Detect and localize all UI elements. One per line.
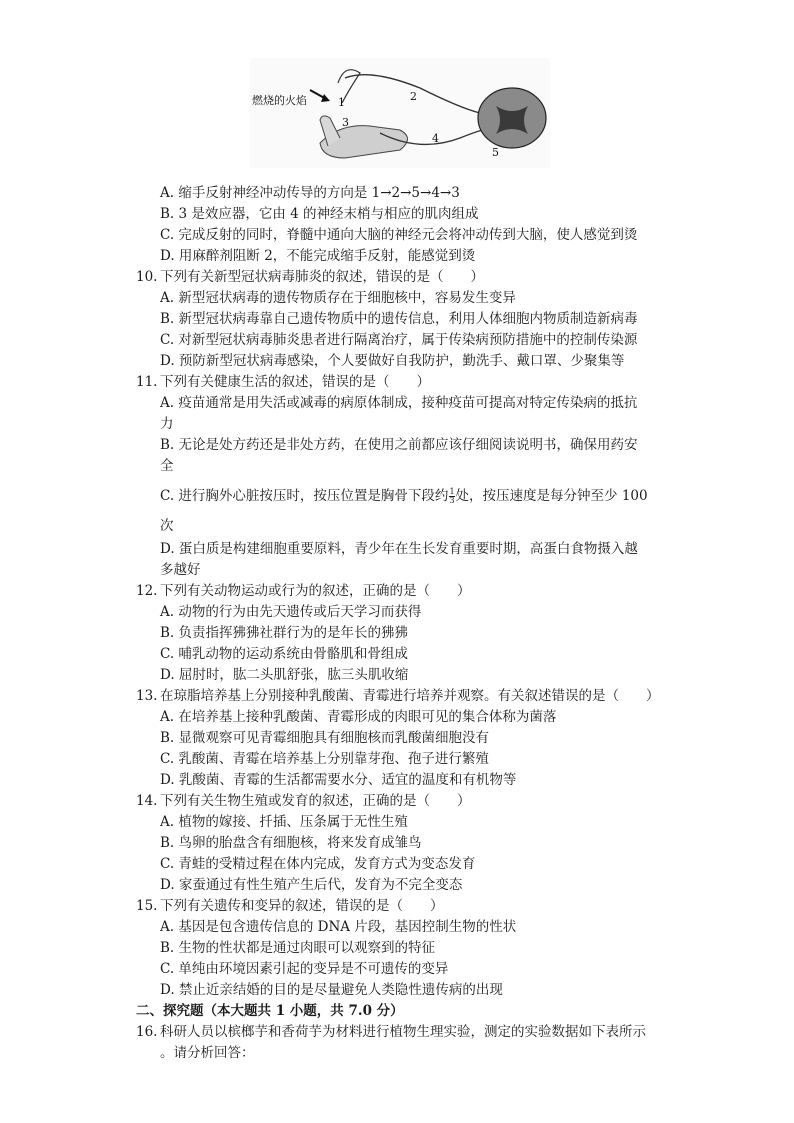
q10-option-a: A. 新型冠状病毒的遗传物质存在于细胞核中，容易发生变异	[160, 290, 516, 306]
q12-option-c: C. 哺乳动物的运动系统由骨骼肌和骨组成	[160, 646, 408, 662]
q10-stem: 下列有关新型冠状病毒肺炎的叙述，错误的是（ ）	[160, 269, 484, 285]
q11-option-a-line2: 力	[160, 416, 174, 432]
figure-label-5: 5	[492, 146, 499, 159]
q14-option-c: C. 青蛙的受精过程在体内完成，发育方式为变态发育	[160, 856, 476, 872]
q11-number: 11.	[136, 374, 158, 390]
q11-stem: 下列有关健康生活的叙述，错误的是（ ）	[160, 374, 430, 390]
q16-line2: 。请分析回答：	[160, 1045, 255, 1061]
q12-stem: 下列有关动物运动或行为的叙述，正确的是（ ）	[160, 583, 471, 599]
figure-label-3: 3	[342, 116, 349, 129]
q14-option-a: A. 植物的嫁接、扦插、压条属于无性生殖	[160, 814, 408, 830]
figure-label-2: 2	[410, 90, 417, 103]
q9-option-a: A. 缩手反射神经冲动传导的方向是 1→2→5→4→3	[160, 185, 460, 201]
q11-option-a-line1: A. 疫苗通常是用失活或减毒的病原体制成，接种疫苗可提高对特定传染病的抵抗	[160, 395, 638, 411]
q11-option-c-text-a: C. 进行胸外心脏按压时，按压位置是胸骨下段约	[160, 488, 449, 504]
q10-option-b: B. 新型冠状病毒靠自己遗传物质中的遗传信息，利用人体细胞内物质制造新病毒	[160, 311, 638, 327]
q15-number: 15.	[136, 898, 158, 914]
q13-option-c: C. 乳酸菌、青霉在培养基上分别靠芽孢、孢子进行繁殖	[160, 751, 489, 767]
fraction-numerator: 1	[449, 487, 455, 496]
q11-option-c-line2: 次	[160, 518, 174, 534]
q15-option-b: B. 生物的性状都是通过肉眼可以观察到的特征	[160, 940, 436, 956]
q16-line1: 科研人员以槟榔芋和香荷芋为材料进行植物生理实验，测定的实验数据如下表所示	[160, 1024, 646, 1040]
q13-option-a: A. 在培养基上接种乳酸菌、青霉形成的肉眼可见的集合体称为菌落	[160, 709, 557, 725]
q11-option-c-text-b: 处，按压速度是每分钟至少 100	[455, 488, 648, 504]
q9-option-c: C. 完成反射的同时，脊髓中通向大脑的神经元会将冲动传到大脑，使人感觉到烫	[160, 227, 638, 243]
q13-option-d: D. 乳酸菌、青霉的生活都需要水分、适宜的温度和有机物等	[160, 772, 517, 788]
q13-option-b: B. 显微观察可见青霉细胞具有细胞核而乳酸菌细胞没有	[160, 730, 490, 746]
q15-stem: 下列有关遗传和变异的叙述，错误的是（ ）	[160, 898, 444, 914]
q12-option-d: D. 屈肘时，肱二头肌舒张，肱三头肌收缩	[160, 667, 409, 683]
fraction-denominator: 3	[449, 496, 455, 505]
reflex-arc-figure	[250, 58, 550, 168]
q15-option-d: D. 禁止近亲结婚的目的是尽量避免人类隐性遗传病的出现	[160, 982, 503, 998]
q12-number: 12.	[136, 583, 158, 599]
figure-label-fire: 燃烧的火焰	[252, 94, 307, 107]
q14-option-b: B. 鸟卵的胎盘含有细胞核，将来发育成雏鸟	[160, 835, 422, 851]
q11-option-b-line2: 全	[160, 458, 174, 474]
q11-option-d-line2: 多越好	[160, 562, 201, 578]
q15-option-c: C. 单纯由环境因素引起的变异是不可遗传的变异	[160, 961, 449, 977]
q14-option-d: D. 家蚕通过有性生殖产生后代，发育为不完全变态	[160, 877, 463, 893]
one-third-fraction	[449, 488, 454, 505]
q10-number: 10.	[136, 269, 158, 285]
q10-option-c: C. 对新型冠状病毒肺炎患者进行隔离治疗，属于传染病预防措施中的控制传染源	[160, 332, 638, 348]
q11-option-d-line1: D. 蛋白质是构建细胞重要原料，青少年在生长发育重要时期，高蛋白食物摄入越	[160, 541, 638, 557]
q11-option-c-line1	[160, 487, 648, 505]
q16-number: 16.	[136, 1024, 158, 1040]
q13-number: 13.	[136, 688, 158, 704]
q9-option-d: D. 用麻醉剂阻断 2，不能完成缩手反射，能感觉到烫	[160, 248, 476, 264]
q14-stem: 下列有关生物生殖或发育的叙述，正确的是（ ）	[160, 793, 471, 809]
figure-label-4: 4	[432, 132, 439, 145]
q13-stem: 在琼脂培养基上分别接种乳酸菌、青霉进行培养并观察。有关叙述错误的是（ ）	[160, 688, 660, 704]
q9-option-b: B. 3 是效应器，它由 4 的神经末梢与相应的肌肉组成	[160, 206, 479, 222]
q15-option-a: A. 基因是包含遗传信息的 DNA 片段，基因控制生物的性状	[160, 919, 517, 935]
q11-option-b-line1: B. 无论是处方药还是非处方药，在使用之前都应该仔细阅读说明书，确保用药安	[160, 437, 638, 453]
figure-label-1: 1	[338, 96, 345, 109]
section-2-title: 二、探究题（本大题共 1 小题，共 7.0 分）	[136, 1003, 404, 1019]
q12-option-b: B. 负责指挥狒狒社群行为的是年长的狒狒	[160, 625, 409, 641]
q12-option-a: A. 动物的行为由先天遗传或后天学习而获得	[160, 604, 422, 620]
q10-option-d: D. 预防新型冠状病毒感染，个人要做好自我防护，勤洗手、戴口罩、少聚集等	[160, 353, 625, 369]
q14-number: 14.	[136, 793, 158, 809]
